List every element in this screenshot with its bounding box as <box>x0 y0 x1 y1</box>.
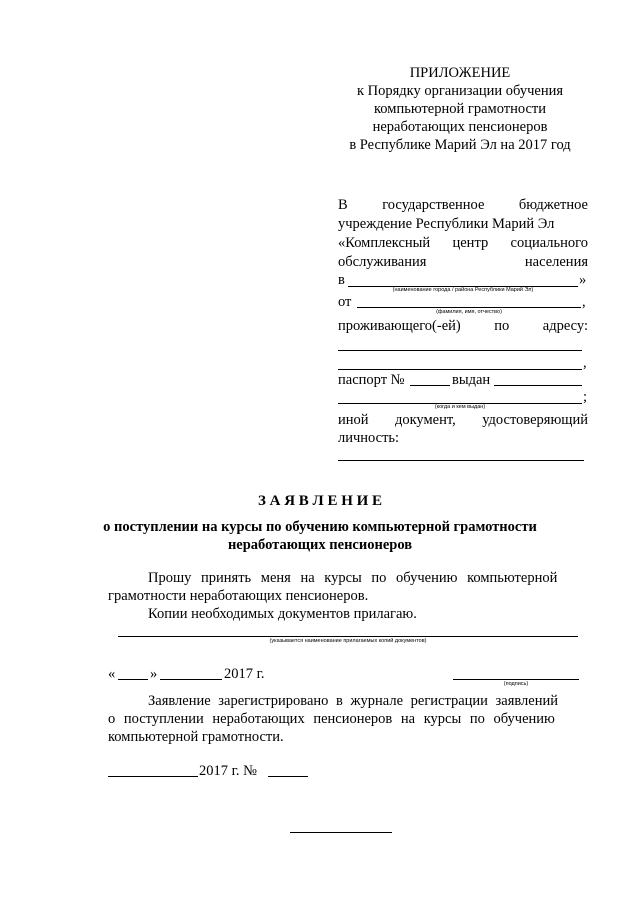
address-field-2[interactable] <box>338 369 582 370</box>
addressee-word: В <box>338 197 348 213</box>
registration-number-field[interactable] <box>268 776 308 777</box>
addressee-word: центр <box>452 235 489 251</box>
issued-label: выдан <box>452 372 491 388</box>
statement-subheading-2: неработающих пенсионеров <box>227 537 413 553</box>
other-doc-line <box>338 413 588 428</box>
issued-semicolon: ; <box>583 389 588 405</box>
registration-year: 2017 г. № <box>199 763 258 779</box>
appendix-line-1: к Порядку организации обучения <box>356 83 564 99</box>
identity-label: личность: <box>338 430 400 446</box>
appendix-line-3: неработающих пенсионеров <box>372 119 548 135</box>
addressee-line-1 <box>338 198 588 213</box>
signature-field[interactable] <box>453 679 579 680</box>
from-suffix: , <box>582 294 586 310</box>
addressee-line-4 <box>338 255 588 270</box>
addressee-word: бюджетное <box>518 197 588 213</box>
address-comma: , <box>583 355 587 371</box>
from-hint: (фамилия, имя, отчество) <box>436 309 502 315</box>
residing-word: проживающего(-ей) <box>338 318 461 334</box>
residing-word: адресу: <box>542 318 588 334</box>
appendix-line-2: компьютерной грамотности <box>374 101 546 117</box>
registration-text: Заявление зарегистрировано в журнале регистрации заявлений <box>148 693 558 709</box>
date-close-quote: » <box>150 666 158 682</box>
addressee-word: населения <box>524 254 588 270</box>
residing-word: по <box>494 318 510 334</box>
registration-line-3: компьютерной грамотности. <box>108 729 284 745</box>
addressee-word: обслуживания <box>338 254 427 270</box>
body-line-3: Копии необходимых документов прилагаю. <box>148 606 417 622</box>
date-year: 2017 г. <box>224 666 265 682</box>
attached-docs-hint: (указывается наименование прилагаемых копий документов) <box>269 638 427 644</box>
body-line-1 <box>148 571 584 586</box>
addressee-word: государственное <box>382 197 485 213</box>
signature-hint: (подпись) <box>503 681 529 687</box>
city-suffix: » <box>579 272 587 288</box>
date-day-field[interactable] <box>118 679 148 680</box>
statement-subheading-1: о поступлении на курсы по обучению компьютерной грамотности <box>103 519 537 535</box>
bottom-separator <box>290 832 392 833</box>
issued-field[interactable] <box>494 385 582 386</box>
attached-docs-field[interactable] <box>118 636 578 637</box>
passport-label: паспорт № <box>338 372 405 388</box>
other-doc-word: иной <box>338 412 369 428</box>
city-hint: (наименование города / района Республики Марий Эл) <box>392 287 534 293</box>
address-field-1[interactable] <box>338 350 582 351</box>
date-open-quote: « <box>108 666 116 682</box>
appendix-line-4: в Республике Марий Эл на 2017 год <box>349 137 571 153</box>
registration-line-1 <box>148 694 584 709</box>
passport-number-field[interactable] <box>410 385 450 386</box>
date-month-field[interactable] <box>160 679 222 680</box>
appendix-title: ПРИЛОЖЕНИЕ <box>409 65 511 81</box>
residing-line <box>338 319 588 334</box>
other-doc-word: документ, <box>394 412 456 428</box>
addressee-word: «Комплексный <box>338 235 431 251</box>
statement-heading: З А Я В Л Е Н И Е <box>257 493 383 509</box>
from-prefix: от <box>338 294 352 310</box>
addressee-word: социального <box>510 235 588 251</box>
registration-text: о поступлении неработающих пенсионеров на курсы по обучению <box>108 711 555 727</box>
body-text: Прошу принять меня на курсы по обучению компьютерной <box>148 570 558 586</box>
issued-hint: (когда и кем выдан) <box>434 404 486 410</box>
addressee-line-3 <box>338 236 588 251</box>
addressee-line-2: учреждение Республики Марий Эл <box>338 216 555 232</box>
registration-date-field[interactable] <box>108 776 198 777</box>
registration-line-2 <box>108 712 584 727</box>
from-field[interactable] <box>357 307 581 308</box>
body-line-2: грамотности неработающих пенсионеров. <box>108 588 369 604</box>
city-prefix: в <box>338 272 345 288</box>
identity-field[interactable] <box>338 460 584 461</box>
other-doc-word: удостоверяющий <box>482 412 588 428</box>
